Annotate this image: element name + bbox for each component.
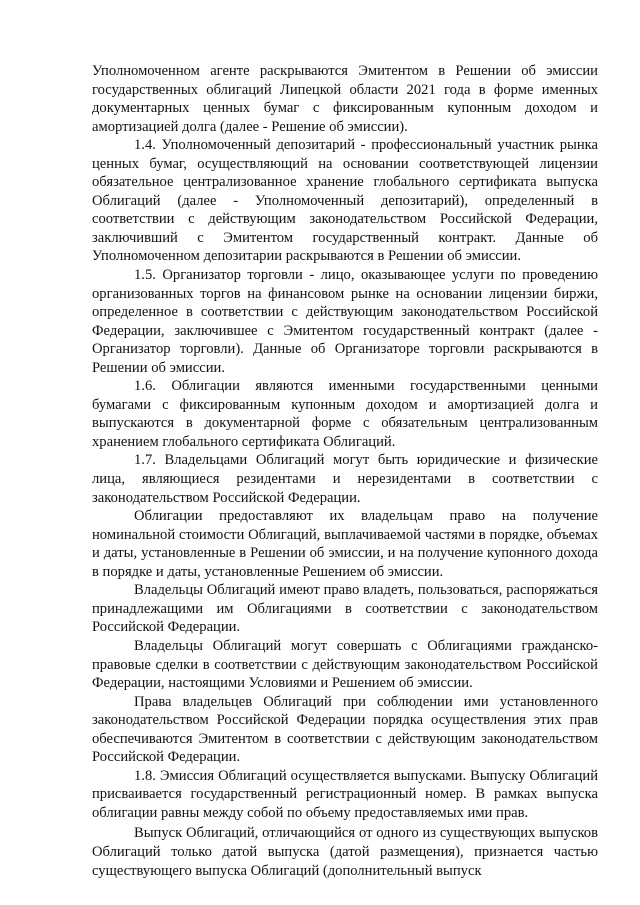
paragraph-additional-issue: Выпуск Облигаций, отличающийся от одного из существующих выпусков Облигаций только датой выпуска (датой размещения), признается частью существующего выпуска Облигаций (дополнительный выпуск	[92, 825, 598, 879]
paragraph-1-4-depository: 1.4. Уполномоченный депозитарий - профессиональный участник рынка ценных бумаг, осуществляющий на основании соответствующей лицензии обязательное централизованное хранение глобального сертификата выпуска Облигаций (далее - Уполномоченный депозитарий), определенный в соответствии с действующим законодательством Российской Федерации, заключивший с Эмитентом государственный контракт. Данные об Уполномоченном депозитарии раскрываются в Решении об эмиссии.	[92, 137, 598, 265]
paragraph-1-8-emission: 1.8. Эмиссия Облигаций осуществляется выпусками. Выпуску Облигаций присваивается государственный регистрационный номер. В рамках выпуска облигации равны между собой по объему предоставляемых ими прав.	[92, 767, 598, 821]
paragraph-rights-secured: Права владельцев Облигаций при соблюдении ими установленного законодательством Российской Федерации порядка осуществления этих прав обеспечиваются Эмитентом в соответствии с действующим законодательством Российской Федерации.	[92, 693, 598, 766]
paragraph-owner-rights: Облигации предоставляют их владельцам право на получение номинальной стоимости Облигаций, выплачиваемой частями в порядке, объемах и даты, установленные в Решении об эмиссии, и на получение купонного дохода в порядке и даты, установленные Решением об эмиссии.	[92, 508, 598, 580]
paragraph-continuation: Уполномоченном агенте раскрываются Эмитентом в Решении об эмиссии государственных облигаций Липецкой области 2021 года в форме именных документарных ценных бумаг с фиксированным купонным доходом и амортизацией долга (далее - Решение об эмиссии).	[92, 63, 598, 135]
paragraph-1-7-owners: 1.7. Владельцами Облигаций могут быть юридические и физические лица, являющиеся резидентами и нерезидентами в соответствии с законодательством Российской Федерации.	[92, 452, 598, 506]
paragraph-civil-transactions: Владельцы Облигаций могут совершать с Облигациями гражданско-правовые сделки в соответствии с действующим законодательством Российской Федерации, настоящими Условиями и Решением об эмиссии.	[92, 637, 598, 692]
paragraph-owner-disposal: Владельцы Облигаций имеют право владеть, пользоваться, распоряжаться принадлежащими им Облигациями в соответствии с законодательством Российской Федерации.	[92, 582, 598, 636]
document-page	[92, 62, 598, 880]
paragraph-1-6-bonds: 1.6. Облигации являются именными государственными ценными бумагами с фиксированным купонным доходом и амортизацией долга и выпускаются в документарной форме с обязательным централизованным хранением глобального сертификата Облигаций.	[92, 378, 598, 450]
paragraph-1-5-trade-organizer: 1.5. Организатор торговли - лицо, оказывающее услуги по проведению организованных торгов на финансовом рынке на основании лицензии биржи, определенное в соответствии с действующим законодательством Российской Федерации, заключившее с Эмитентом государственный контракт (далее - Организатор торговли). Данные об Организаторе торговли раскрываются в Решении об эмиссии.	[92, 267, 598, 376]
